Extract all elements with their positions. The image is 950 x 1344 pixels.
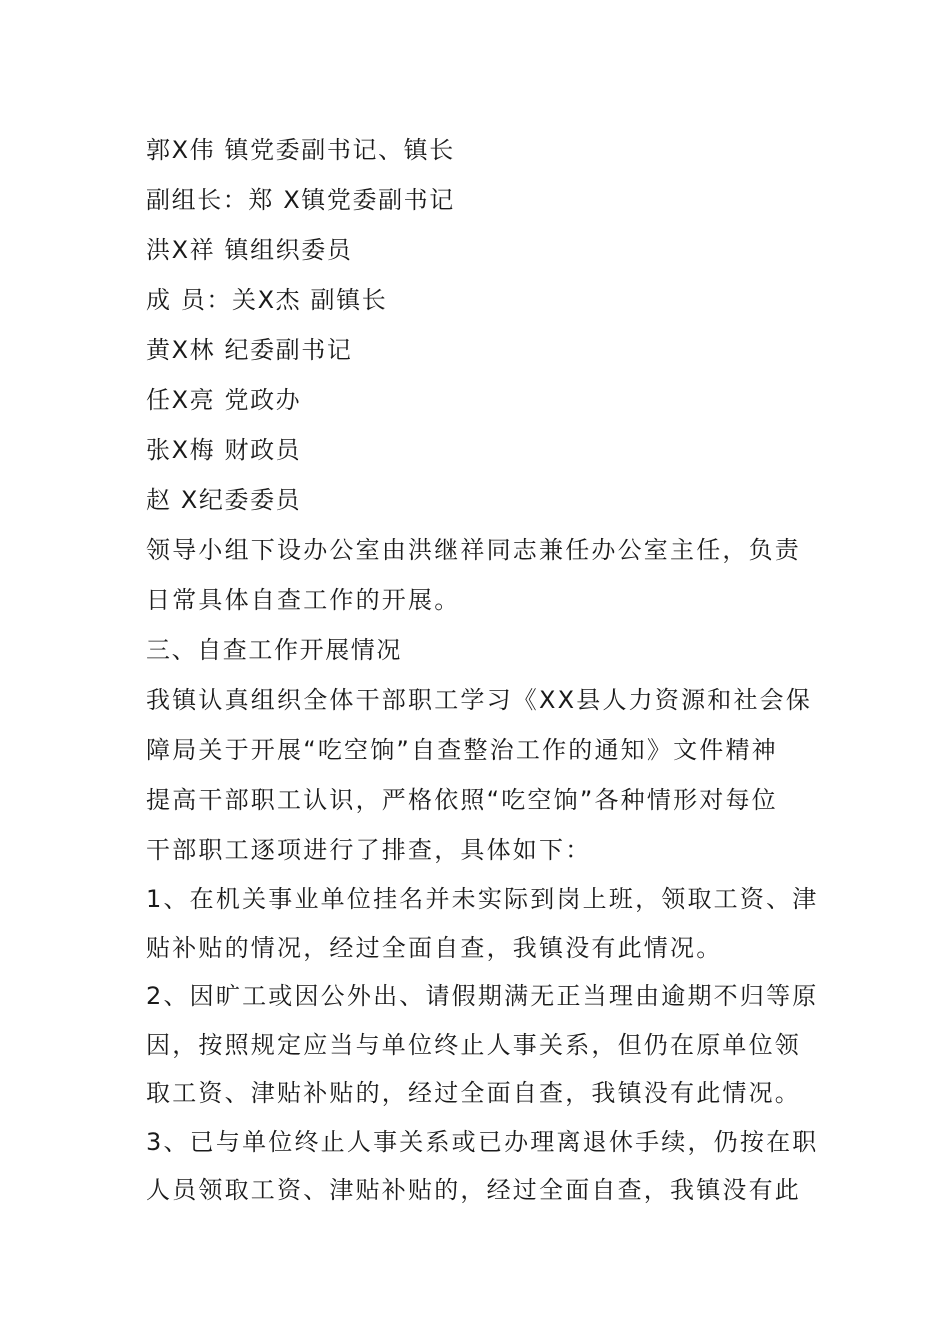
paragraph-line: 1、在机关事业单位挂名并未实际到岗上班，领取工资、津 bbox=[146, 885, 819, 913]
paragraph-line: 日常具体自查工作的开展。 bbox=[146, 586, 461, 614]
paragraph-line: 我镇认真组织全体干部职工学习《XX县人力资源和社会保 bbox=[146, 686, 813, 714]
paragraph-line: 取工资、津贴补贴的，经过全面自查，我镇没有此情况。 bbox=[146, 1079, 801, 1107]
paragraph-line: 贴补贴的情况，经过全面自查，我镇没有此情况。 bbox=[146, 933, 723, 962]
roster-line: 黄X林 纪委副书记 bbox=[146, 336, 353, 364]
section-heading: 三、自查工作开展情况 bbox=[146, 636, 402, 664]
roster-line: 洪X祥 镇组织委员 bbox=[146, 236, 353, 264]
paragraph-line: 因，按照规定应当与单位终止人事关系，但仍在原单位领 bbox=[146, 1030, 801, 1059]
paragraph-line: 2、因旷工或因公外出、请假期满无正当理由逾期不归等原 bbox=[146, 982, 819, 1010]
item-2-paragraph bbox=[146, 972, 819, 1118]
paragraph-line: 干部职工逐项进行了排查，具体如下： bbox=[146, 836, 592, 864]
roster-line: 张X梅 财政员 bbox=[146, 436, 302, 464]
roster-line: 任X亮 党政办 bbox=[146, 386, 302, 414]
roster-line: 成 员：关X杰 副镇长 bbox=[146, 286, 388, 314]
office-paragraph bbox=[146, 525, 810, 625]
roster-line: 赵 X纪委委员 bbox=[146, 486, 302, 514]
item-1-paragraph bbox=[146, 875, 819, 972]
document-body bbox=[146, 125, 819, 1215]
intro-paragraph bbox=[146, 675, 813, 875]
item-3-paragraph bbox=[146, 1118, 819, 1215]
paragraph-line: 3、已与单位终止人事关系或已办理离退休手续，仍按在职 bbox=[146, 1127, 819, 1156]
paragraph-line: 障局关于开展“吃空饷”自查整治工作的通知》文件精神 bbox=[146, 736, 778, 764]
paragraph-line: 人员领取工资、津贴补贴的，经过全面自查，我镇没有此 bbox=[146, 1176, 801, 1204]
paragraph-line: 提高干部职工认识，严格依照“吃空饷”各种情形对每位 bbox=[146, 786, 778, 814]
roster-line: 副组长：郑 X镇党委副书记 bbox=[146, 186, 455, 214]
leadership-roster bbox=[146, 125, 810, 525]
roster-line: 郭X伟 镇党委副书记、镇长 bbox=[146, 136, 455, 164]
paragraph-line: 领导小组下设办公室由洪继祥同志兼任办公室主任，负责 bbox=[146, 536, 801, 564]
